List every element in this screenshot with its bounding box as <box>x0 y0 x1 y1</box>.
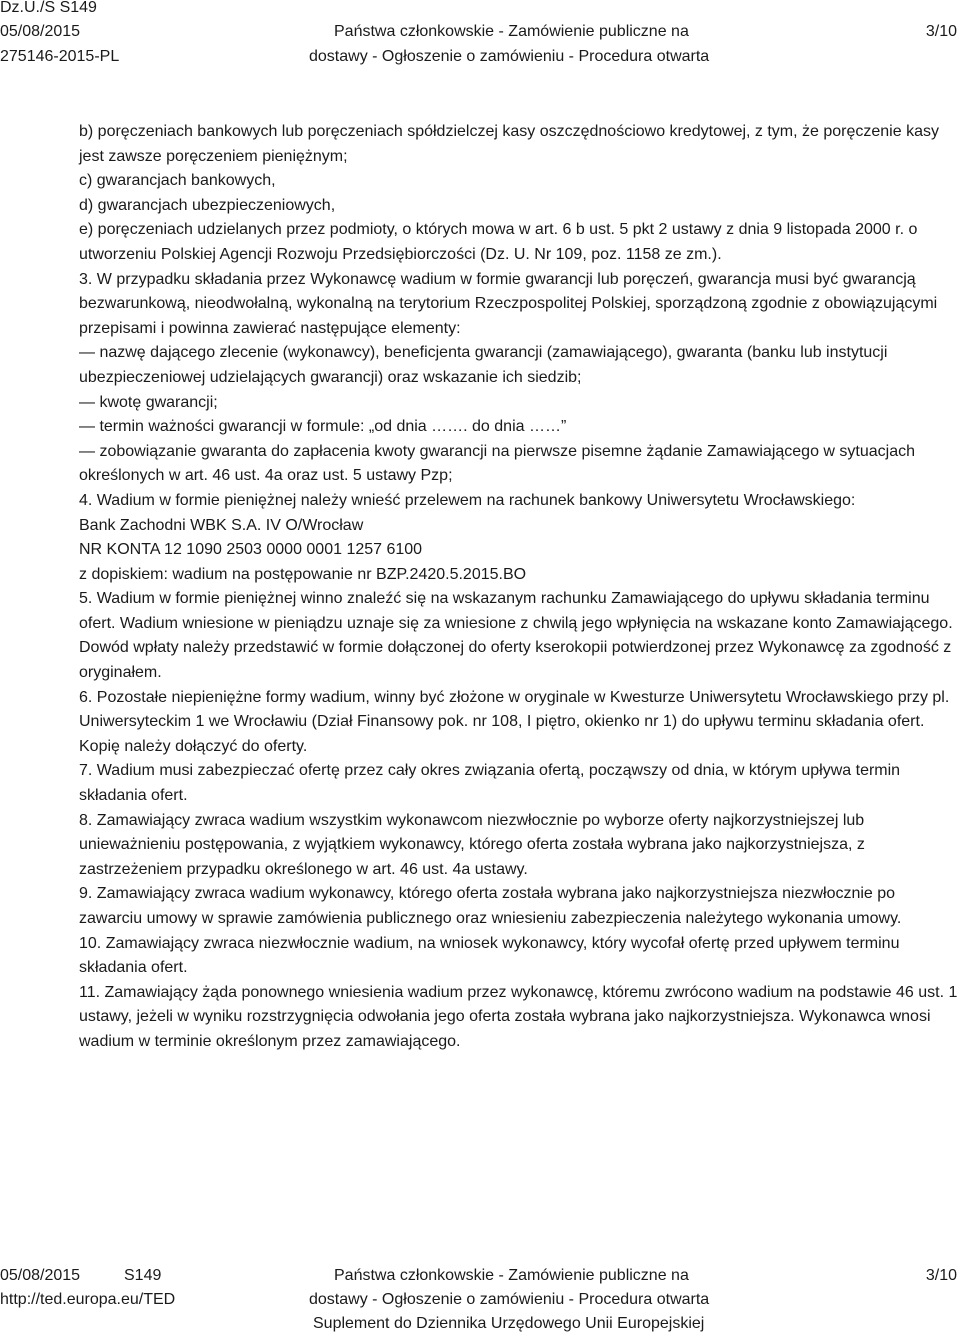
paragraph: 7. Wadium musi zabezpieczać ofertę przez cały okres związania ofertą, począwszy od dnia, w którym upływa termin składania ofert. <box>79 762 901 805</box>
paragraph: e) poręczeniach udzielanych przez podmioty, o których mowa w art. 6 b ust. 5 pkt 2 ustawy z dnia 9 listopada 2000 r. o utworzeniu Polskiej Agencji Rozwoju Przedsiębiorczości (Dz. U. Nr 109, poz. 1158 ze zm.). <box>79 221 918 263</box>
paragraph: 9. Zamawiający zwraca wadium wykonawcy, którego oferta została wybrana jako najkorzystniejsza niezwłocznie po zawarciu umowy w sprawie zamówienia publicznego oraz wniesieniu zabezpieczenia należytego wykonania umowy. <box>79 885 902 927</box>
journal-ref: Dz.U./S S149 <box>0 0 97 16</box>
footer-date: 05/08/2015 <box>0 1267 81 1284</box>
paragraph: d) gwarancjach ubezpieczeniowych, <box>79 196 336 214</box>
paragraph: — termin ważności gwarancji w formule: „od dnia ……. do dnia ……” <box>79 418 567 436</box>
footer-title-line2: dostawy - Ogłoszenie o zamówieniu - Procedura otwarta <box>309 1291 710 1308</box>
document-body <box>79 120 959 1055</box>
footer-url: http://ted.europa.eu/TED <box>0 1291 176 1308</box>
paragraph: NR KONTA 12 1090 2503 0000 0001 1257 6100 <box>79 541 423 559</box>
paragraph: 8. Zamawiający zwraca wadium wszystkim wykonawcom niezwłocznie po wyborze oferty najkorzystniejszej lub unieważnieniu postępowania, z wyjątkiem wykonawcy, którego oferta została wybrana jako najkorzystniejsza, z zastrzeżeniem przypadku określonego w art. 46 ust. 4a ustawy. <box>79 811 865 878</box>
footer-title-line1: Państwa członkowskie - Zamówienie publiczne na <box>334 1267 689 1284</box>
paragraph: — zobowiązanie gwaranta do zapłacenia kwoty gwarancji na pierwsze pisemne żądanie Zamawiającego w sytuacjach określonych w art. 46 ust. 4a oraz ust. 5 ustawy Pzp; <box>79 442 915 485</box>
paragraph: 4. Wadium w formie pieniężnej należy wnieść przelewem na rachunek bankowy Uniwersytetu Wrocławskiego: <box>79 491 856 509</box>
paragraph: b) poręczeniach bankowych lub poręczeniach spółdzielczej kasy oszczędnościowo kredytowej, z tym, że poręczenie kasy jest zawsze poręczeniem pieniężnym; <box>79 123 939 165</box>
footer-page-number: 3/10 <box>925 1267 957 1284</box>
header-page-number: 3/10 <box>925 23 957 40</box>
footer-issue: S149 <box>124 1267 162 1284</box>
paragraph: Bank Zachodni WBK S.A. IV O/Wrocław <box>79 516 364 534</box>
header-title-line1: Państwa członkowskie - Zamówienie publiczne na <box>334 23 689 40</box>
header-title-line2: dostawy - Ogłoszenie o zamówieniu - Procedura otwarta <box>309 48 710 65</box>
paragraph: c) gwarancjach bankowych, <box>79 172 276 190</box>
paragraph: 11. Zamawiający żąda ponownego wniesienia wadium przez wykonawcę, któremu zwrócono wadium na podstawie 46 ust. 1 ustawy, jeżeli w wyniku rozstrzygnięcia odwołania jego oferta została wybrana jako najkorzystniejsza. Wykonawca wnosi wadium w terminie określonym przez zamawiającego. <box>79 983 958 1050</box>
paragraph: — nazwę dającego zlecenie (wykonawcy), beneficjenta gwarancji (zamawiającego), gwaranta (banku lub instytucji ubezpieczeniowej udzielających gwarancji) oraz wskazanie ich siedzib; <box>79 344 888 386</box>
paragraph: z dopiskiem: wadium na postępowanie nr BZP.2420.5.2015.BO <box>79 565 527 583</box>
header-date: 05/08/2015 <box>0 23 81 40</box>
header-doc-id: 275146-2015-PL <box>0 48 120 65</box>
paragraph: 10. Zamawiający zwraca niezwłocznie wadium, na wniosek wykonawcy, który wycofał ofertę przed upływem terminu składania ofert. <box>79 934 900 977</box>
paragraph: 6. Pozostałe niepieniężne formy wadium, winny być złożone w oryginale w Kwesturze Uniwersytetu Wrocławskiego przy pl. Uniwersyteckim 1 we Wrocławiu (Dział Finansowy pok. nr 108, I piętro, okienko nr 1) do upływu terminu składania ofert. Kopię należy dołączyć do oferty. <box>79 688 950 755</box>
paragraph: 5. Wadium w formie pieniężnej winno znaleźć się na wskazanym rachunku Zamawiającego do upływu składania terminu ofert. Wadium wniesione w pieniądzu uznaje się za wniesione z chwilą jego wpłynięcia na wskazane konto Zamawiającego. Dowód wpłaty należy przedstawić w formie dołączonej do oferty kserokopii potwierdzonej przez Wykonawcę za zgodność z oryginałem. <box>79 590 953 682</box>
footer-title-line3: Suplement do Dziennika Urzędowego Unii Europejskiej <box>313 1315 705 1332</box>
paragraph: — kwotę gwarancji; <box>79 393 218 411</box>
paragraph: 3. W przypadku składania przez Wykonawcę wadium w formie gwarancji lub poręczeń, gwarancja musi być gwarancją bezwarunkową, nieodwołalną, wykonalną na terytorium Rzeczpospolitej Polskiej, sporządzoną zgodnie z obowiązującymi przepisami i powinna zawierać następujące elementy: <box>79 270 938 337</box>
